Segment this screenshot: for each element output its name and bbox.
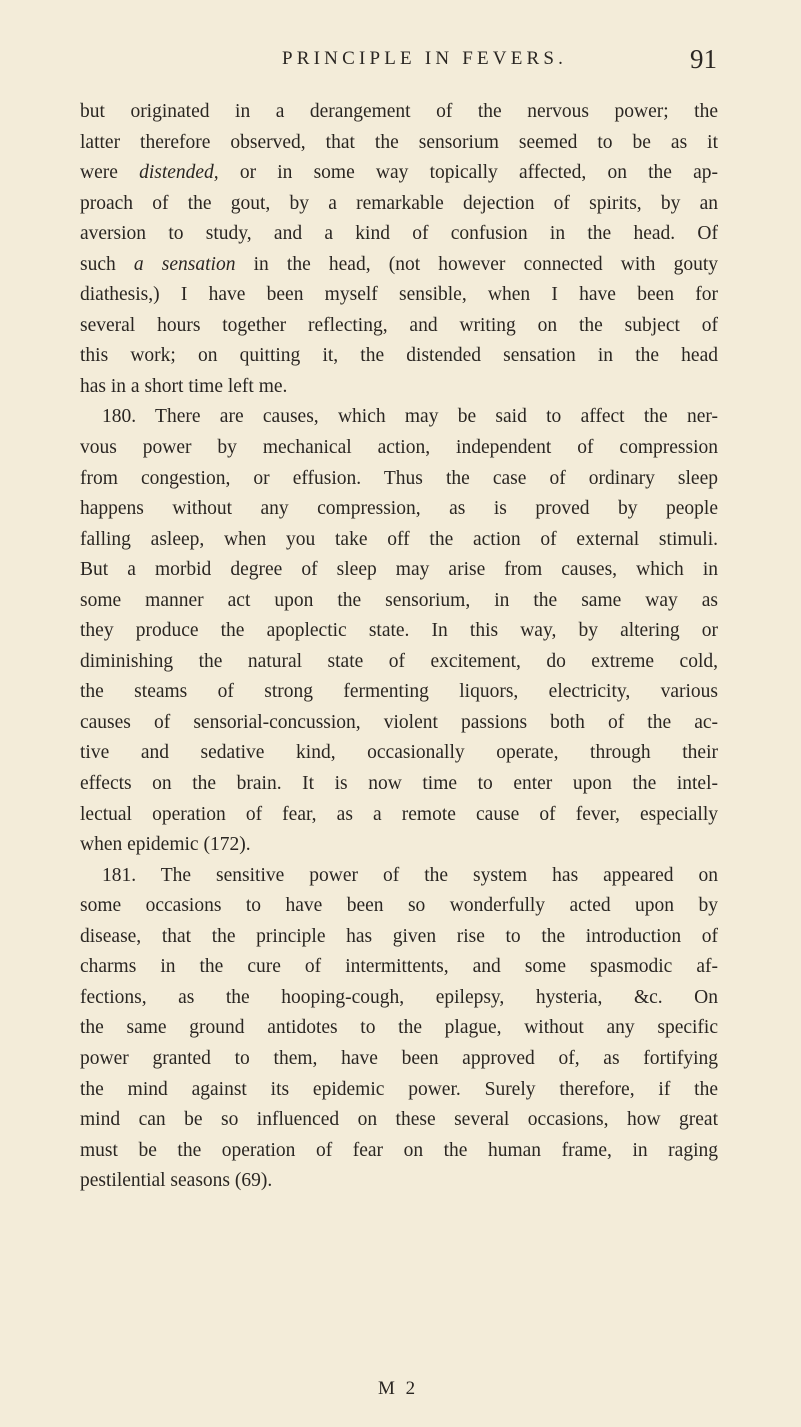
text-line: diathesis,) I have been myself sensible, when I have been for — [80, 284, 718, 306]
text-line: happens without any compression, as is proved by people — [80, 498, 718, 520]
text-line: when epidemic (172). — [80, 834, 251, 856]
text-line: proach of the gout, by a remarkable dejection of spirits, by an — [80, 192, 718, 214]
text-line: tive and sedative kind, occasionally operate, through their — [80, 742, 718, 764]
text-line — [80, 158, 718, 189]
text-line: from congestion, or effusion. Thus the case of ordinary sleep — [80, 467, 718, 489]
text-line: But a morbid degree of sleep may arise from causes, which in — [80, 559, 718, 581]
text-line: 181. The sensitive power of the system has appeared on — [102, 864, 718, 886]
text-segment: such — [80, 253, 134, 275]
text-line: 180. There are causes, which may be said to affect the ner- — [102, 406, 718, 428]
text-segment: in the head, (not however connected with gouty — [235, 253, 718, 275]
text-line: the same ground antidotes to the plague, without any specific — [80, 1017, 718, 1039]
text-line: they produce the apoplectic state. In this way, by altering or — [80, 620, 718, 642]
text-line: fections, as the hooping-cough, epilepsy, hysteria, &c. On — [80, 986, 718, 1008]
text-line: causes of sensorial-concussion, violent passions both of the ac- — [80, 711, 718, 733]
text-segment: or in some way topically affected, on the ap- — [218, 162, 719, 184]
text-line: effects on the brain. It is now time to enter upon the intel- — [80, 773, 718, 795]
text-line: power granted to them, have been approved of, as fortifying — [80, 1047, 718, 1069]
text-line: some manner act upon the sensorium, in the same way as — [80, 589, 718, 611]
text-line: pestilential seasons (69). — [80, 1170, 273, 1192]
body-text — [80, 97, 718, 1197]
text-segment: were — [80, 162, 140, 184]
running-head — [0, 44, 801, 84]
text-line: disease, that the principle has given rise to the introduction of — [80, 925, 718, 947]
text-line: mind can be so influenced on these several occasions, how great — [80, 1109, 718, 1131]
signature-mark: M 2 — [378, 1378, 419, 1399]
text-line: some occasions to have been so wonderfully acted upon by — [80, 895, 718, 917]
text-line — [80, 250, 718, 281]
text-line: the steams of strong fermenting liquors, electricity, various — [80, 681, 718, 703]
page-number: 91 — [690, 44, 717, 74]
text-line: but originated in a derangement of the nervous power; the — [80, 101, 718, 122]
text-line: lectual operation of fear, as a remote cause of fever, especially — [80, 803, 718, 825]
running-title: PRINCIPLE IN FEVERS. — [282, 48, 568, 69]
text-line: vous power by mechanical action, independent of compression — [80, 437, 718, 459]
text-line: has in a short time left me. — [80, 375, 288, 397]
text-line: diminishing the natural state of excitement, do extreme cold, — [80, 650, 718, 672]
text-line: this work; on quitting it, the distended sensation in the head — [80, 345, 718, 367]
text-line: latter therefore observed, that the sensorium seemed to be as it — [80, 131, 718, 153]
text-line: charms in the cure of intermittents, and some spasmodic af- — [80, 956, 718, 978]
text-line: the mind against its epidemic power. Surely therefore, if the — [80, 1078, 718, 1100]
text-line: falling asleep, when you take off the action of external stimuli. — [80, 528, 718, 550]
italic-phrase: a sensation — [133, 253, 236, 275]
text-line: several hours together reflecting, and writing on the subject of — [80, 314, 718, 336]
text-line: must be the operation of fear on the human frame, in raging — [80, 1139, 718, 1161]
text-line: aversion to study, and a kind of confusion in the head. Of — [80, 223, 718, 245]
italic-phrase: distended, — [139, 162, 219, 184]
